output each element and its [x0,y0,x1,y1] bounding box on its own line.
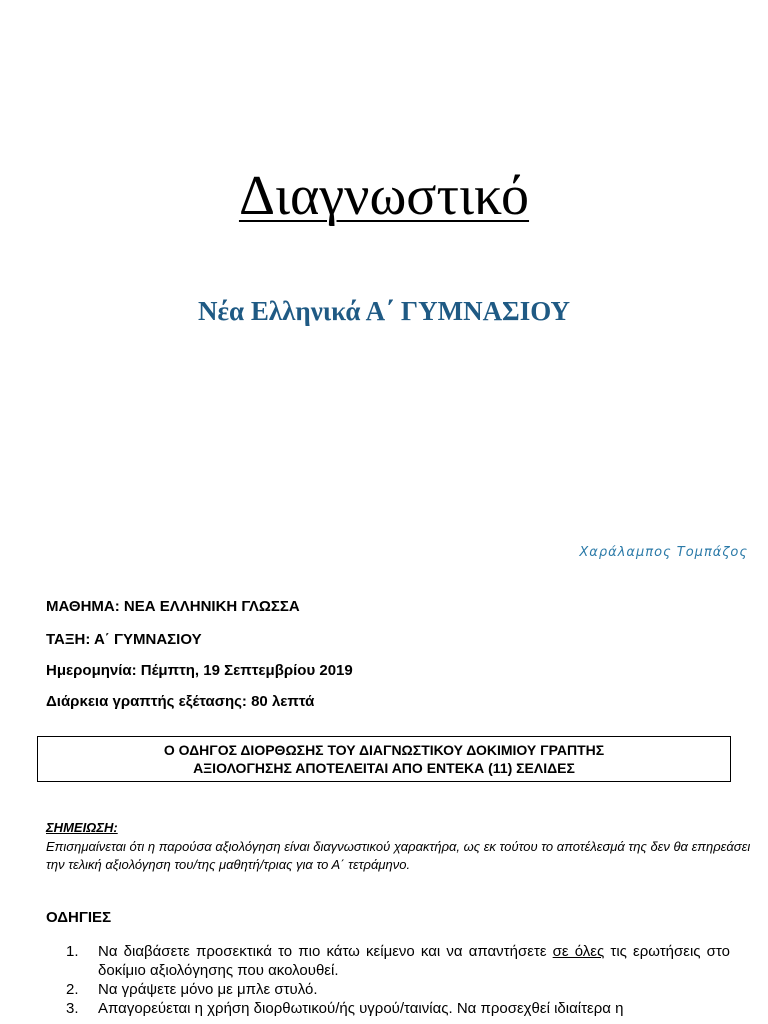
note-label: ΣΗΜΕΙΩΣΗ: [46,820,118,835]
instructions-heading: ΟΔΗΓΙΕΣ [46,909,112,926]
instruction-item [66,980,730,999]
instruction-text: Απαγορεύεται η χρήση διορθωτικού/ής υγρού/ταινίας. Να προσεχθεί ιδιαίτερα η [98,1000,624,1017]
instruction-text: Να γράψετε μόνο με μπλε στυλό. [98,981,318,998]
document-title: Διαγνωστικό [238,165,530,227]
date-line: Ημερομηνία: Πέμπτη, 19 Σεπτεμβρίου 2019 [46,662,353,679]
document-subtitle: Νέα Ελληνικά Α΄ ΓΥΜΝΑΣΙΟΥ [197,296,571,326]
instruction-text-part: τις ερωτήσεις στο δοκίμιο αξιολόγησης που ακολουθεί. [98,943,730,979]
note-text: Επισημαίνεται ότι η παρούσα αξιολόγηση είναι διαγνωστικού χαρακτήρα, ως εκ τούτου το αποτέλεσμά της δεν θα επηρεάσει την τελική αξιολόγηση του/της μαθητή/τριας για το Α΄ τετράμηνο. [46,839,751,872]
instruction-number: 3. [66,1000,79,1017]
subject-line: ΜΑΘΗΜΑ: ΝΕΑ ΕΛΛΗΝΙΚΗ ΓΛΩΣΣΑ [46,598,300,615]
instruction-number: 1. [66,943,79,960]
instruction-item [66,942,730,980]
instruction-text-part: Να διαβάσετε προσεκτικά το πιο κάτω κείμενο και να απαντήσετε [98,943,553,960]
author-name: Χαράλαμπος Τομπάζος [579,545,748,560]
instruction-emphasis: σε όλες [552,943,605,960]
notice-line-2: ΑΞΙΟΛΟΓΗΣΗΣ ΑΠΟΤΕΛΕΙΤΑΙ ΑΠΟ ΕΝΤΕΚΑ (11) ΣΕΛΙΔΕΣ [193,760,575,776]
correction-guide-notice [37,736,731,782]
instruction-number: 2. [66,981,79,998]
instruction-item [66,999,730,1018]
class-line: ΤΑΞΗ: Α΄ ΓΥΜΝΑΣΙΟΥ [46,631,202,648]
notice-line-1: Ο ΟΔΗΓΟΣ ΔΙΟΡΘΩΣΗΣ ΤΟΥ ΔΙΑΓΝΩΣΤΙΚΟΥ ΔΟΚΙΜΙΟΥ ΓΡΑΠΤΗΣ [163,742,605,758]
instructions-list [66,942,730,1018]
duration-line: Διάρκεια γραπτής εξέτασης: 80 λεπτά [46,693,315,710]
